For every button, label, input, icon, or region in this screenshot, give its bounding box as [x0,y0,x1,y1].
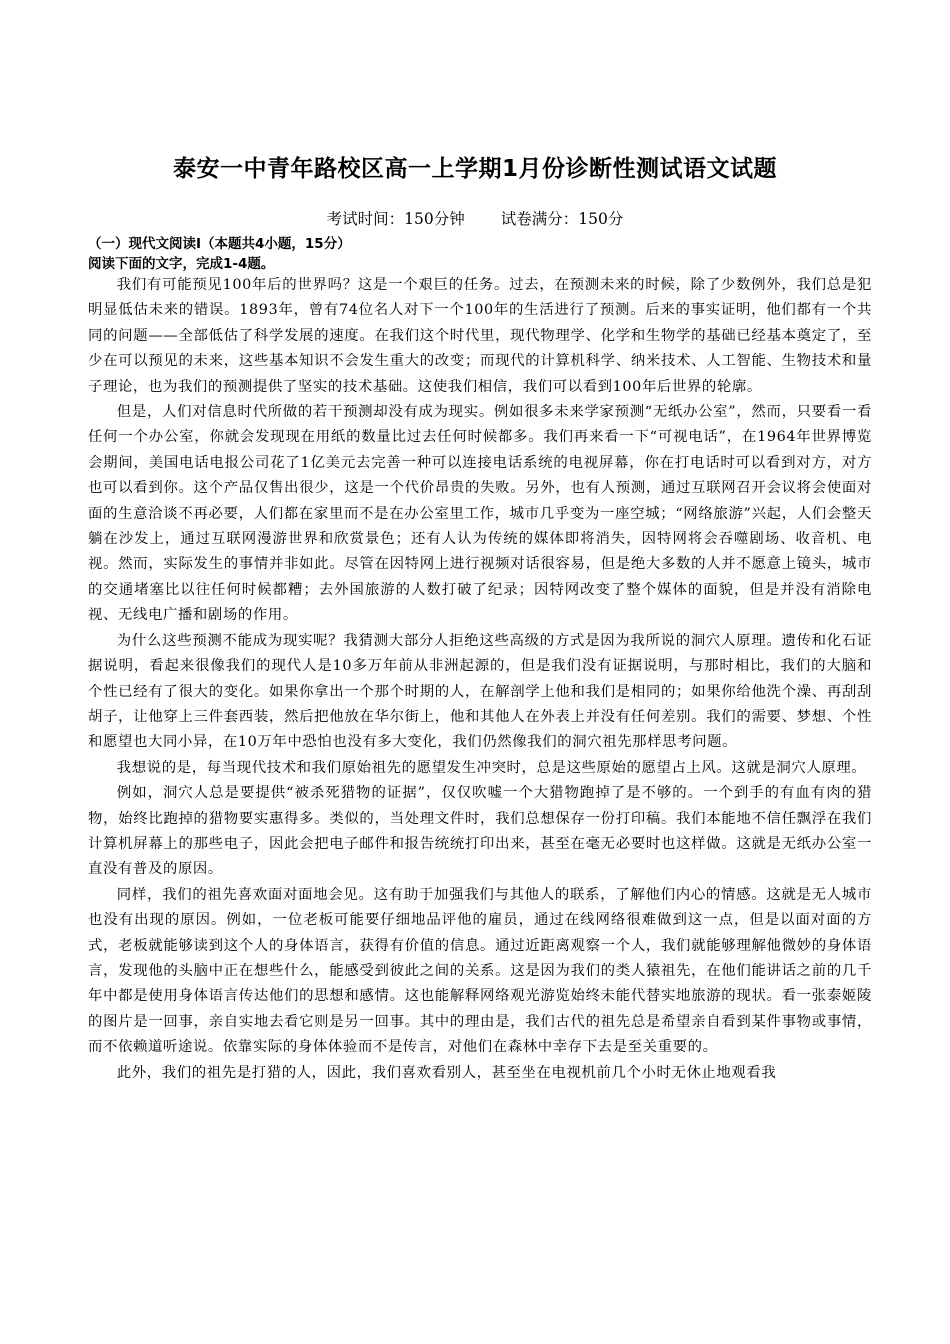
document-title: 泰安一中青年路校区高一上学期1月份诊断性测试语文试题 [172,156,777,182]
section-heading: （一）现代文阅读Ⅰ（本题共4小题，15分） [88,236,351,252]
paragraph-6: 同样，我们的祖先喜欢面对面地会见。这有助于加强我们与其他人的联系，了解他们内心的情感。这就是无人城市也没有出现的原因。例如，一位老板可能要仔细地品评他的雇员，通过在线网络很难做到这一点，但是以面对面的方式，老板就能够读到这个人的身体语言，获得有价值的信息。通过近距离观察一个人，我们就能够理解他微妙的身体语言，发现他的头脑中正在想些什么，能感受到彼此之间的关系。这是因为我们的类人猿祖先，在他们能讲话之前的几千年中都是使用身体语言传达他们的思想和感情。这也能解释网络观光游览始终未能代替实地旅游的现状。看一张泰姬陵的图片是一回事，亲自实地去看它则是另一回事。其中的理由是，我们古代的祖先总是希望亲自看到某件事物或事情，而不依赖道听途说。依靠实际的身体体验而不是传言，对他们在森林中幸存下去是至关重要的。 [88,886,872,1056]
exam-time: 考试时间：150分钟 [326,210,465,228]
exam-info-line [0,207,950,231]
full-score: 试卷满分：150分 [500,210,624,228]
paragraph-2: 但是，人们对信息时代所做的若干预测却没有成为现实。例如很多未来学家预测“无纸办公室”，然而，只要看一看任何一个办公室，你就会发现现在用纸的数量比过去任何时候都多。我们再来看一下“可视电话”，在1964年世界博览会期间，美国电话电报公司花了1亿美元去完善一种可以连接电话系统的电视屏幕，你在打电话时可以看到对方，对方也可以看到你。这个产品仅售出很少，这是一个代价昂贵的失败。另外，也有人预测，通过互联网召开会议将会使面对面的生意洽谈不再必要，人们都在家里而不是在办公室里工作，城市几乎变为一座空城；“网络旅游”兴起，人们会整天躺在沙发上，通过互联网漫游世界和欣赏景色；还有人认为传统的媒体即将消失，因特网将会吞噬剧场、收音机、电视。然而，实际发生的事情并非如此。尽管在因特网上进行视频对话很容易，但是绝大多数的人并不愿意上镜头，城市的交通堵塞比以往任何时候都糟；去外国旅游的人数打破了纪录；因特网改变了整个媒体的面貌，但是并没有消除电视、无线电广播和剧场的作用。 [88,404,872,624]
paragraph-3: 为什么这些预测不能成为现实呢？我猜测大部分人拒绝这些高级的方式是因为我所说的洞穴人原理。遗传和化石证据说明，看起来很像我们的现代人是10多万年前从非洲起源的，但是我们没有证据说明，与那时相比，我们的大脑和个性已经有了很大的变化。如果你拿出一个那个时期的人，在解剖学上他和我们是相同的；如果你给他洗个澡、再刮刮胡子，让他穿上三件套西装，然后把他放在华尔街上，他和其他人在外表上并没有任何差别。我们的需要、梦想、个性和愿望也大同小异，在10万年中恐怕也没有多大变化，我们仍然像我们的洞穴祖先那样思考问题。 [88,632,872,751]
reading-instruction: 阅读下面的文字，完成1-4题。 [88,256,275,272]
reading-passage [88,273,872,1086]
paragraph-4: 我想说的是，每当现代技术和我们原始祖先的愿望发生冲突时，总是这些原始的愿望占上风。这就是洞穴人原理。 [116,759,867,776]
paragraph-1: 我们有可能预见100年后的世界吗？这是一个艰巨的任务。过去，在预测未来的时候，除了少数例外，我们总是犯明显低估未来的错误。1893年，曾有74位名人对下一个100年的生活进行了预测。后来的事实证明，他们都有一个共同的问题——全部低估了科学发展的速度。在我们这个时代里，现代物理学、化学和生物学的基础已经基本奠定了，至少在可以预见的未来，这些基本知识不会发生重大的改变；而现代的计算机科学、纳米技术、人工智能、生物技术和量子理论，也为我们的预测提供了坚实的技术基础。这使我们相信，我们可以看到100年后世界的轮廓。 [88,277,872,395]
paragraph-7: 此外，我们的祖先是打猎的人，因此，我们喜欢看别人，甚至坐在电视机前几个小时无休止地观看我 [116,1064,777,1081]
paragraph-5: 例如，洞穴人总是要提供“被杀死猎物的证据”，仅仅吹嘘一个大猎物跑掉了是不够的。一个到手的有血有肉的猎物，始终比跑掉的猎物要实惠得多。类似的，当处理文件时，我们总想保存一份打印稿。我们本能地不信任飘浮在我们计算机屏幕上的那些电子，因此会把电子邮件和报告统统打印出来，甚至在毫无必要时也这样做。这就是无纸办公室一直没有普及的原因。 [88,785,872,878]
